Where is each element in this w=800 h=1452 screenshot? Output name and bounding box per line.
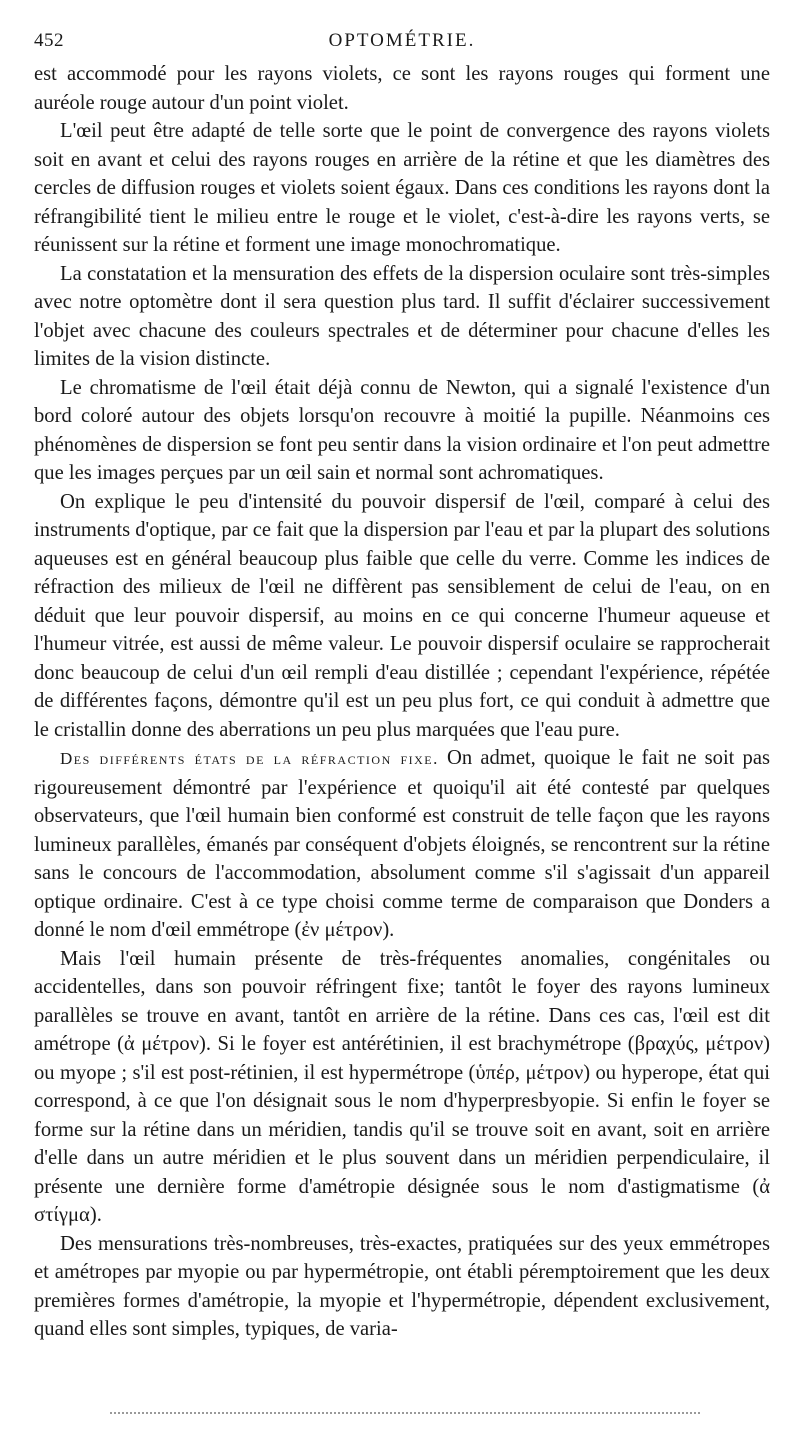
paragraph-continuation: est accommodé pour les rayons violets, ce sont les rayons rouges qui forment une auréole rouge autour d'un point violet. — [34, 63, 770, 114]
paragraph-refraction-states — [34, 744, 770, 945]
paragraph-dispersion-measurement: La constatation et la mensuration des effets de la dispersion oculaire sont très-simples avec notre optomètre dont il sera question plus tard. Il suffit d'éclairer successivement l'objet avec chacune des couleurs spectrales et de déterminer pour chacune d'elles les limites de la vision distincte. — [34, 262, 770, 370]
book-page — [34, 24, 770, 1344]
paragraph-chromatism-newton: Le chromatisme de l'œil était déjà connu de Newton, qui a signalé l'existence d'un bord coloré autour des objets lorsqu'on recouvre à moitié la pupille. Néanmoins ces phénomènes de dispersion se font peu sentir dans la vision ordinaire et l'on peut admettre que les images perçues par un œil sain et normal sont achromatiques. — [34, 376, 770, 484]
page-header — [34, 24, 770, 60]
paragraph-monochromatic-image: L'œil peut être adapté de telle sorte que le point de convergence des rayons violets soit en avant et celui des rayons rouges en arrière de la rétine et que les diamètres des cercles de diffusion rouges et violets soient égaux. Dans ces conditions les rayons dont la réfrangibilité tient le milieu entre le rouge et le violet, c'est-à-dire les rayons verts, se réunissent sur la rétine et forment une image monochromatique. — [34, 120, 770, 256]
footer-dotted-rule — [110, 1412, 700, 1414]
paragraph-ametropia: Mais l'œil humain présente de très-fréquentes anomalies, congénitales ou accidentelles, dans son pouvoir réfringent fixe; tantôt le foyer des rayons lumineux parallèles se trouve en avant, tantôt en arrière de la rétine. Dans ces cas, l'œil est dit amétrope (ἀ μέτρον). Si le foyer est antérétinien, il est brachymétrope (βραχύς, μέτρον) ou myope ; s'il est post-rétinien, il est hypermétrope (ὑπέρ, μέτρον) ou hyperope, état qui correspond, à ce que l'on désignait sous le nom d'hyperpresbyopie. Si enfin le foyer se forme sur la rétine dans un méridien, tandis qu'il se trouve soit en avant, soit en arrière d'elle dans un autre méridien et le plus souvent dans un méridien perpendiculaire, il présente une dernière forme d'amétropie désignée sous le nom d'astigmatisme (ἀ στίγμα). — [34, 947, 770, 1226]
section-heading: Des différents états de la réfraction fixe. — [60, 749, 439, 768]
paragraph-dispersive-power: On explique le peu d'intensité du pouvoir dispersif de l'œil, comparé à celui des instruments d'optique, par ce fait que la dispersion par l'eau et par la plupart des solutions aqueuses est en général beaucoup plus faible que celle du verre. Comme les indices de réfraction des milieux de l'œil ne diffèrent pas sensiblement de celui de l'eau, on en déduit que leur pouvoir dispersif, au moins en ce qui concerne l'humeur aqueuse et l'humeur vitrée, est aussi de même valeur. Le pouvoir dispersif oculaire se rapprocherait donc beaucoup de celui d'un œil rempli d'eau distillée ; cependant l'expérience, répétée de différentes façons, démontre qu'il est un peu plus fort, ce qui conduit à admettre que le cristallin donne des aberrations un peu plus marquées que l'eau pure. — [34, 490, 771, 741]
paragraph-refraction-states-text: On admet, quoique le fait ne soit pas rigoureusement démontré par l'expérience et quoiqu'il ait été contesté par quelques observateurs, que l'œil humain bien conformé est construit de telle façon que les rayons lumineux parallèles, émanés par conséquent d'objets éloignés, se rencontrent sur la rétine sans le concours de l'accommodation, absolument comme s'il s'agissait d'un appareil optique ordinaire. C'est à ce type choisi comme terme de comparaison que Donders a donné le nom d'œil emmétrope (ἐν μέτρον). — [34, 747, 770, 941]
paragraph-measurements: Des mensurations très-nombreuses, très-exactes, pratiquées sur des yeux emmétropes et amétropes par myopie ou par hypermétropie, ont établi péremptoirement que les deux premières formes d'amétropie, la myopie et l'hypermétropie, dépendent exclusivement, quand elles sont simples, typiques, de varia- — [34, 1232, 770, 1340]
running-title: OPTOMÉTRIE. — [328, 30, 476, 51]
page-number: 452 — [34, 30, 64, 51]
